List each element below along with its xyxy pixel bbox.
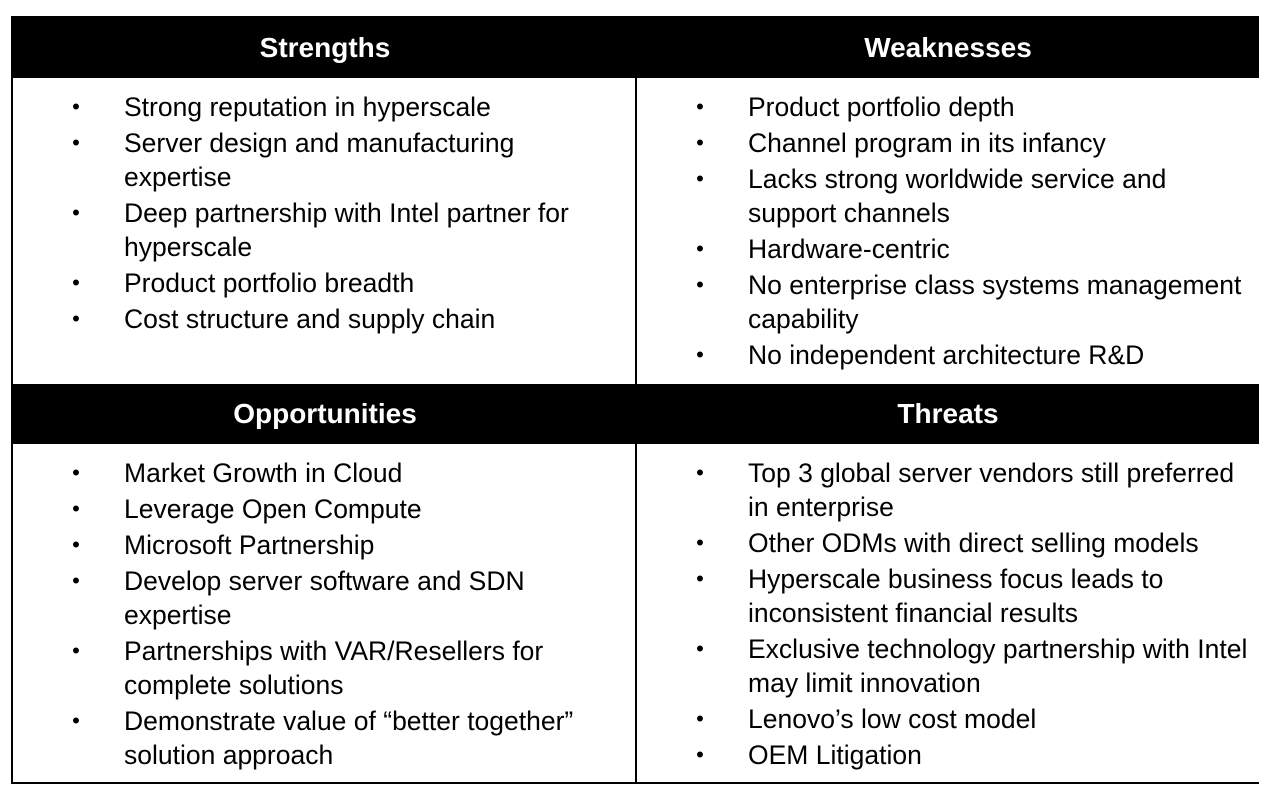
list-item (637, 338, 1259, 372)
bullet-icon: • (696, 166, 704, 191)
list-item (13, 266, 635, 300)
strengths-cell (13, 78, 637, 384)
bullet-icon: • (696, 636, 704, 661)
list-item-text: Lenovo’s low cost model (748, 704, 1037, 734)
bullet-icon: • (72, 270, 80, 295)
list-item (13, 528, 635, 562)
opportunities-list (13, 456, 635, 772)
list-item (637, 232, 1259, 266)
bullet-icon: • (696, 272, 704, 297)
list-item (637, 456, 1259, 524)
list-item (637, 90, 1259, 124)
opportunities-header (13, 384, 637, 444)
list-item-text: Develop server software and SDN expertise (124, 566, 525, 630)
threats-header (637, 384, 1259, 444)
weaknesses-title: Weaknesses (864, 32, 1032, 63)
list-item (13, 126, 635, 194)
bullet-icon: • (696, 530, 704, 555)
weaknesses-cell (637, 78, 1259, 384)
bullet-icon: • (72, 496, 80, 521)
list-item (13, 704, 635, 772)
list-item-text: Exclusive technology partnership with Intel may limit innovation (748, 634, 1248, 698)
list-item-text: Deep partnership with Intel partner for hyperscale (124, 198, 569, 262)
list-item-text: Product portfolio breadth (124, 268, 415, 298)
bullet-icon: • (696, 236, 704, 261)
bullet-icon: • (696, 706, 704, 731)
list-item-text: No enterprise class systems management capability (748, 270, 1242, 334)
list-item (637, 162, 1259, 230)
list-item (637, 562, 1259, 630)
opportunities-title: Opportunities (233, 398, 417, 429)
bullet-icon: • (696, 130, 704, 155)
strengths-title: Strengths (259, 32, 391, 63)
opportunities-cell (13, 444, 637, 782)
list-item-text: Product portfolio depth (748, 92, 1015, 122)
list-item-text: Server design and manufacturing expertise (124, 128, 515, 192)
bullet-icon: • (72, 460, 80, 485)
list-item (13, 634, 635, 702)
list-item-text: Market Growth in Cloud (124, 458, 403, 488)
list-item (637, 702, 1259, 736)
list-item-text: Partnerships with VAR/Resellers for complete solutions (124, 636, 544, 700)
threats-list (637, 456, 1259, 772)
bullet-icon: • (72, 638, 80, 663)
list-item-text: Cost structure and supply chain (124, 304, 496, 334)
list-item-text: Lacks strong worldwide service and support channels (748, 164, 1167, 228)
list-item (13, 456, 635, 490)
bullet-icon: • (696, 342, 704, 367)
list-item-text: Top 3 global server vendors still preferred in enterprise (748, 458, 1235, 522)
list-item-text: Demonstrate value of “better together” solution approach (124, 706, 574, 770)
list-item (637, 738, 1259, 772)
bullet-icon: • (72, 532, 80, 557)
list-item-text: Hyperscale business focus leads to inconsistent financial results (748, 564, 1164, 628)
bullet-icon: • (72, 568, 80, 593)
bullet-icon: • (696, 742, 704, 767)
list-item-text: Strong reputation in hyperscale (124, 92, 491, 122)
list-item-text: No independent architecture R&D (748, 340, 1145, 370)
list-item (637, 526, 1259, 560)
strengths-list (13, 90, 635, 336)
list-item (13, 302, 635, 336)
bullet-icon: • (696, 460, 704, 485)
threats-cell (637, 444, 1259, 782)
weaknesses-header (637, 18, 1259, 78)
weaknesses-list (637, 90, 1259, 372)
bullet-icon: • (72, 94, 80, 119)
list-item-text: Microsoft Partnership (124, 530, 375, 560)
list-item-text: Channel program in its infancy (748, 128, 1106, 158)
list-item (637, 268, 1259, 336)
bullet-icon: • (72, 306, 80, 331)
list-item-text: OEM Litigation (748, 740, 922, 770)
list-item-text: Hardware-centric (748, 234, 950, 264)
list-item (13, 492, 635, 526)
list-item (13, 90, 635, 124)
bullet-icon: • (696, 94, 704, 119)
list-item (637, 632, 1259, 700)
strengths-header (13, 18, 637, 78)
bullet-icon: • (696, 566, 704, 591)
threats-title: Threats (897, 398, 999, 429)
list-item-text: Other ODMs with direct selling models (748, 528, 1199, 558)
bullet-icon: • (72, 708, 80, 733)
list-item (637, 126, 1259, 160)
list-item (13, 564, 635, 632)
swot-table (11, 16, 1259, 784)
list-item (13, 196, 635, 264)
bullet-icon: • (72, 200, 80, 225)
list-item-text: Leverage Open Compute (124, 494, 422, 524)
bullet-icon: • (72, 130, 80, 155)
